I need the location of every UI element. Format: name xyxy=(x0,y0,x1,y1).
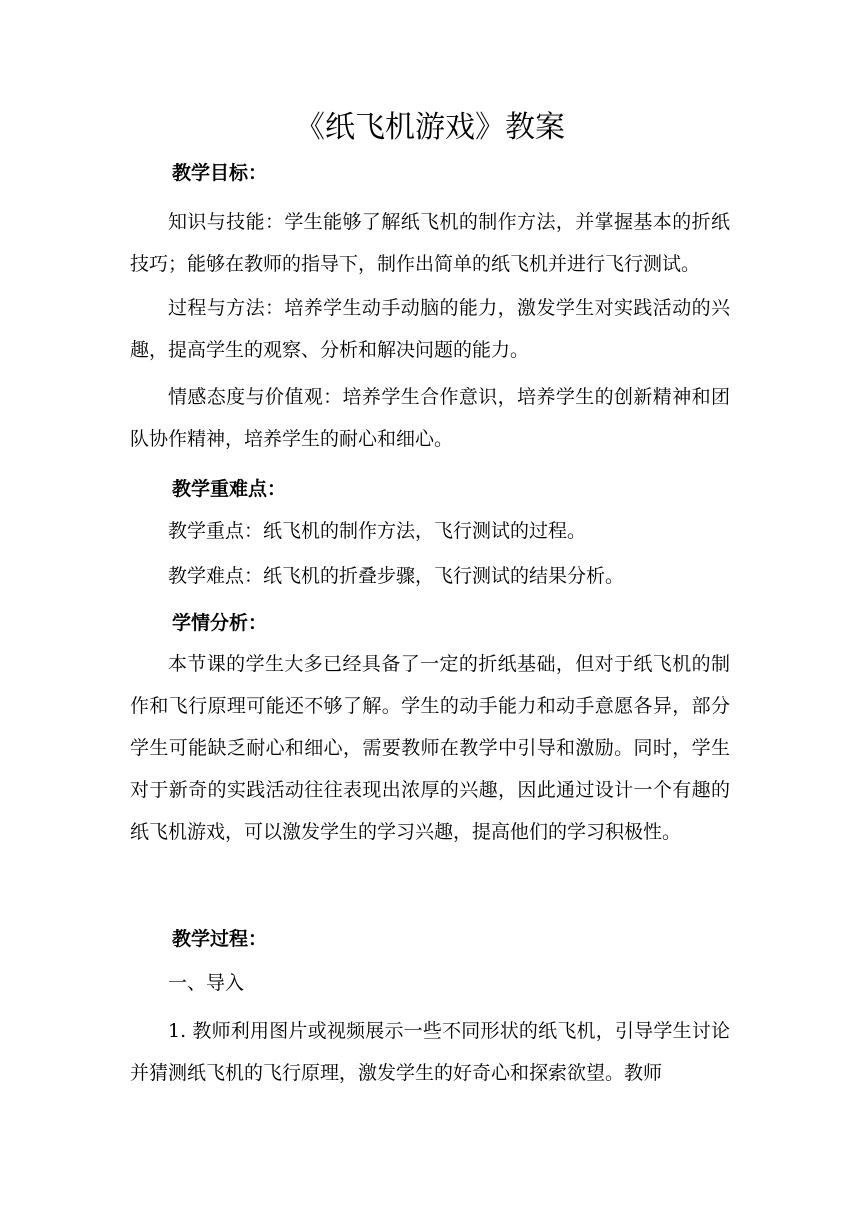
paragraph-step-1: 1. 教师利用图片或视频展示一些不同形状的纸飞机，引导学生讨论并猜测纸飞机的飞行原理，激发学生的好奇心和探索欲望。教师 xyxy=(130,1020,730,1084)
paragraph-emotional-values: 情感态度与价值观：培养学生合作意识，培养学生的创新精神和团队协作精神，培养学生的耐心和细心。 xyxy=(130,386,730,450)
document-title: 《纸飞机游戏》教案 xyxy=(295,110,565,145)
paragraph-knowledge-skills: 知识与技能：学生能够了解纸飞机的制作方法，并掌握基本的折纸技巧；能够在教师的指导下，制作出简单的纸飞机并进行飞行测试。 xyxy=(130,211,730,275)
paragraph-analysis: 本节课的学生大多已经具备了一定的折纸基础，但对于纸飞机的制作和飞行原理可能还不够了解。学生的动手能力和动手意愿各异，部分学生可能缺乏耐心和细心，需要教师在教学中引导和激励。同时，学生对于新奇的实践活动往往表现出浓厚的兴趣，因此通过设计一个有趣的纸飞机游戏，可以激发学生的学习兴趣，提高他们的学习积极性。 xyxy=(130,653,730,843)
heading-analysis: 学情分析： xyxy=(172,612,268,634)
heading-objectives: 教学目标： xyxy=(172,162,268,184)
paragraph-difficult-point: 教学难点：纸飞机的折叠步骤，飞行测试的结果分析。 xyxy=(168,565,625,587)
heading-process: 教学过程： xyxy=(172,928,268,950)
paragraph-key-point: 教学重点：纸飞机的制作方法，飞行测试的过程。 xyxy=(168,520,587,542)
heading-key-points: 教学重难点： xyxy=(172,478,287,500)
paragraph-intro-heading: 一、导入 xyxy=(168,972,245,994)
paragraph-process-methods: 过程与方法：培养学生动手动脑的能力，激发学生对实践活动的兴趣，提高学生的观察、分析和解决问题的能力。 xyxy=(130,297,730,361)
